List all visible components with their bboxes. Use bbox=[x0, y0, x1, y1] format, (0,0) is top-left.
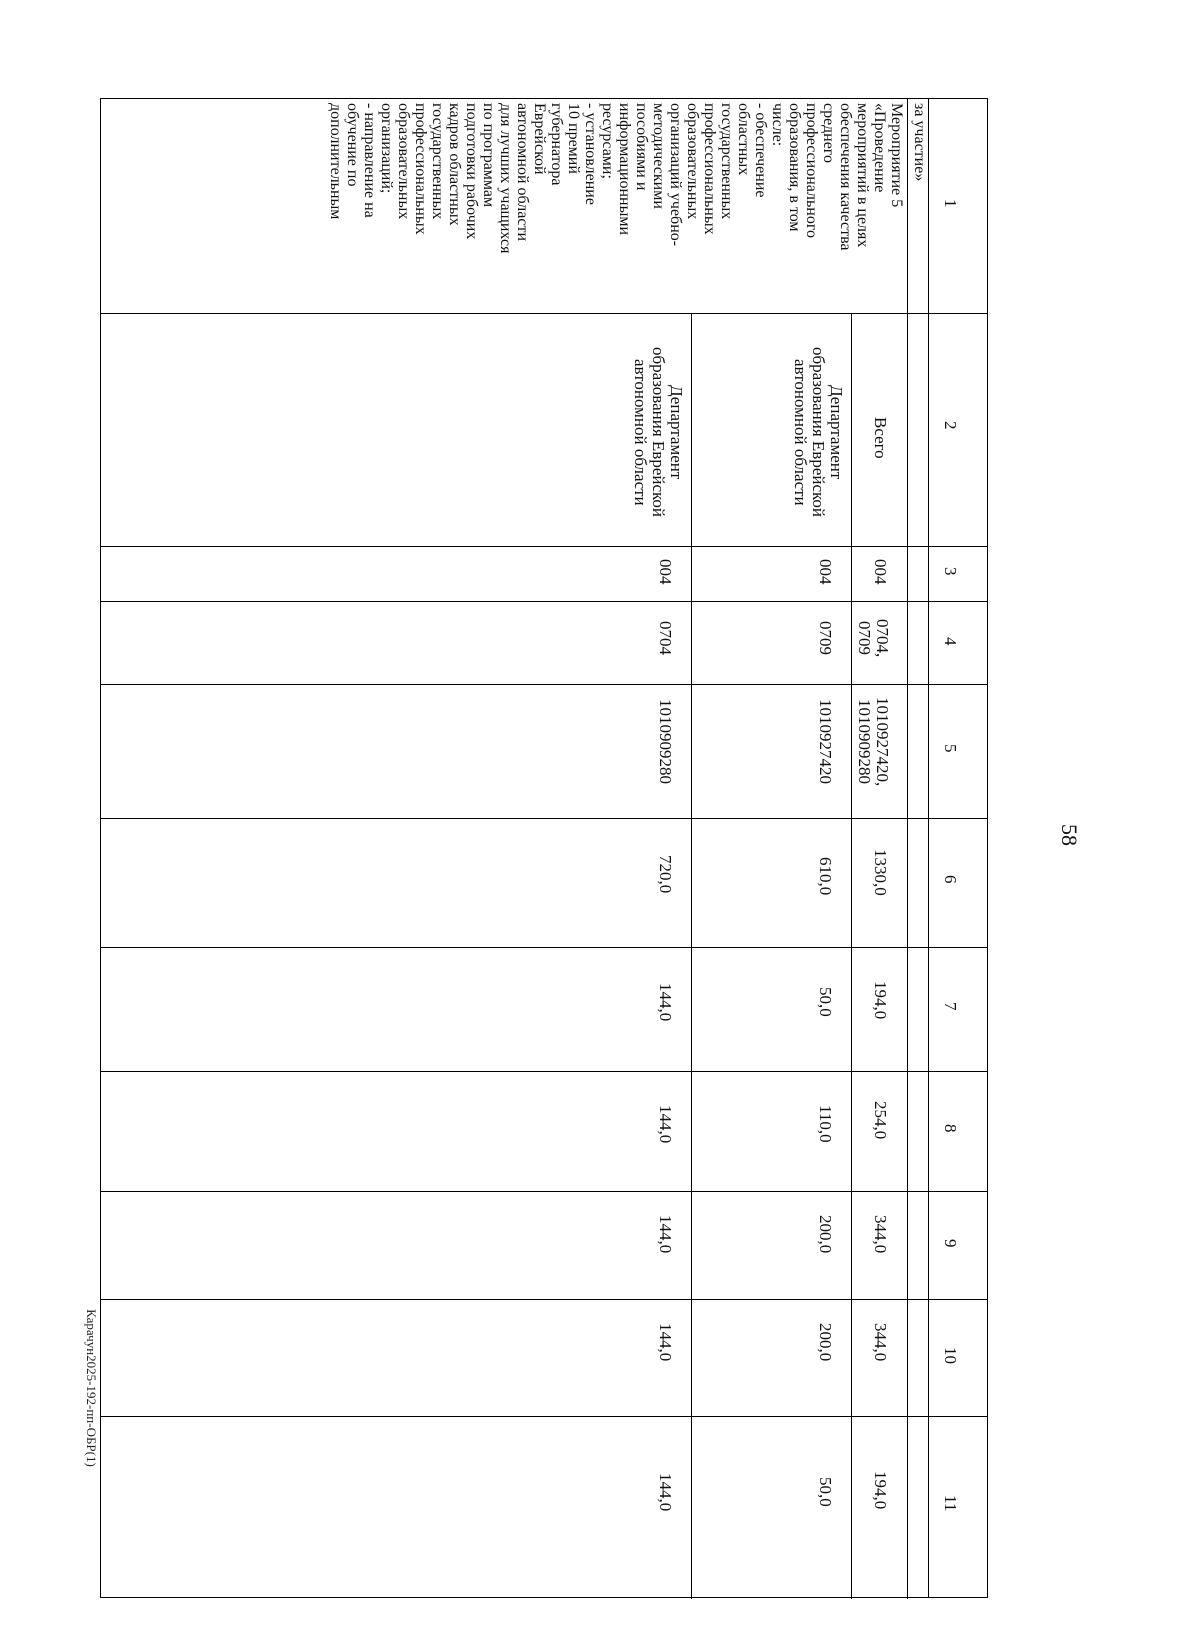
column-number: 10 bbox=[941, 1347, 960, 1364]
column-number: 9 bbox=[941, 1239, 960, 1248]
value-cell: 720,0 bbox=[656, 855, 675, 894]
event-description: Мероприятие 5 «Проведение мероприятий в целях обеспечения качества среднего профессионального образования, в том числе: - обеспечение областных государственных профессиональных образовательных организаций учебно- методическими пособиями и информационными ресурсами; - установление 10 премий губернатора Еврейской автономной области для лучших учащихся по программам подготовки рабочих кадров областных государственных профессиональных образовательных организаций; - направление на обучение по дополнительным bbox=[327, 103, 905, 254]
document-code: Карачун2025-192-пп-ОБР(1) bbox=[83, 1309, 99, 1467]
column-number: 4 bbox=[941, 637, 960, 646]
column-number: 3 bbox=[941, 567, 960, 576]
executor-cell: Департамент образования Еврейской автономной области bbox=[791, 347, 846, 518]
col-divider bbox=[101, 1071, 987, 1072]
budget-table bbox=[100, 98, 988, 1598]
column-number: 2 bbox=[941, 421, 960, 430]
value-cell: 144,0 bbox=[656, 1473, 675, 1512]
rzpr-cell: 0709 bbox=[816, 621, 835, 655]
grbs-cell: 004 bbox=[816, 559, 835, 585]
csr-cell: 1010909280 bbox=[656, 699, 675, 784]
rzpr-cell: 0704 bbox=[656, 621, 675, 655]
grbs-cell: 004 bbox=[871, 559, 890, 585]
col-divider bbox=[101, 1416, 987, 1417]
executor-cell: Департамент образования Еврейской автономной области bbox=[631, 347, 686, 518]
value-cell: 610,0 bbox=[816, 857, 835, 896]
csr-cell: 1010927420 bbox=[816, 699, 835, 784]
column-number: 11 bbox=[941, 1495, 960, 1512]
value-cell: 200,0 bbox=[816, 1215, 835, 1254]
value-cell: 344,0 bbox=[871, 1323, 890, 1362]
page-number: 58 bbox=[1057, 824, 1082, 846]
rzpr-cell: 0704, 0709 bbox=[855, 619, 892, 658]
column-number: 1 bbox=[941, 199, 960, 208]
executor-cell: Всего bbox=[871, 417, 890, 459]
value-cell: 50,0 bbox=[816, 1477, 835, 1507]
continuation-divider bbox=[907, 99, 908, 313]
value-cell: 110,0 bbox=[816, 1105, 835, 1143]
value-cell: 200,0 bbox=[816, 1323, 835, 1362]
column-number: 8 bbox=[941, 1124, 960, 1133]
csr-cell: 1010927420, 1010909280 bbox=[855, 697, 892, 787]
column-number: 7 bbox=[941, 1002, 960, 1011]
value-cell: 1330,0 bbox=[871, 849, 890, 896]
column-number: 5 bbox=[941, 744, 960, 753]
col-divider bbox=[101, 947, 987, 948]
value-cell: 194,0 bbox=[871, 1471, 890, 1510]
value-cell: 144,0 bbox=[656, 1215, 675, 1254]
grbs-cell: 004 bbox=[656, 559, 675, 585]
row-divider bbox=[907, 313, 908, 1599]
header-divider bbox=[928, 99, 929, 1597]
col-divider bbox=[101, 1191, 987, 1192]
col-divider bbox=[101, 818, 987, 819]
continuation-text: за участие» bbox=[911, 103, 928, 182]
value-cell: 254,0 bbox=[871, 1101, 890, 1140]
col-divider bbox=[101, 1299, 987, 1300]
value-cell: 144,0 bbox=[656, 983, 675, 1022]
value-cell: 344,0 bbox=[871, 1215, 890, 1254]
column-number: 6 bbox=[941, 875, 960, 884]
value-cell: 144,0 bbox=[656, 1323, 675, 1362]
value-cell: 50,0 bbox=[816, 987, 835, 1017]
value-cell: 144,0 bbox=[656, 1105, 675, 1144]
value-cell: 194,0 bbox=[871, 981, 890, 1020]
